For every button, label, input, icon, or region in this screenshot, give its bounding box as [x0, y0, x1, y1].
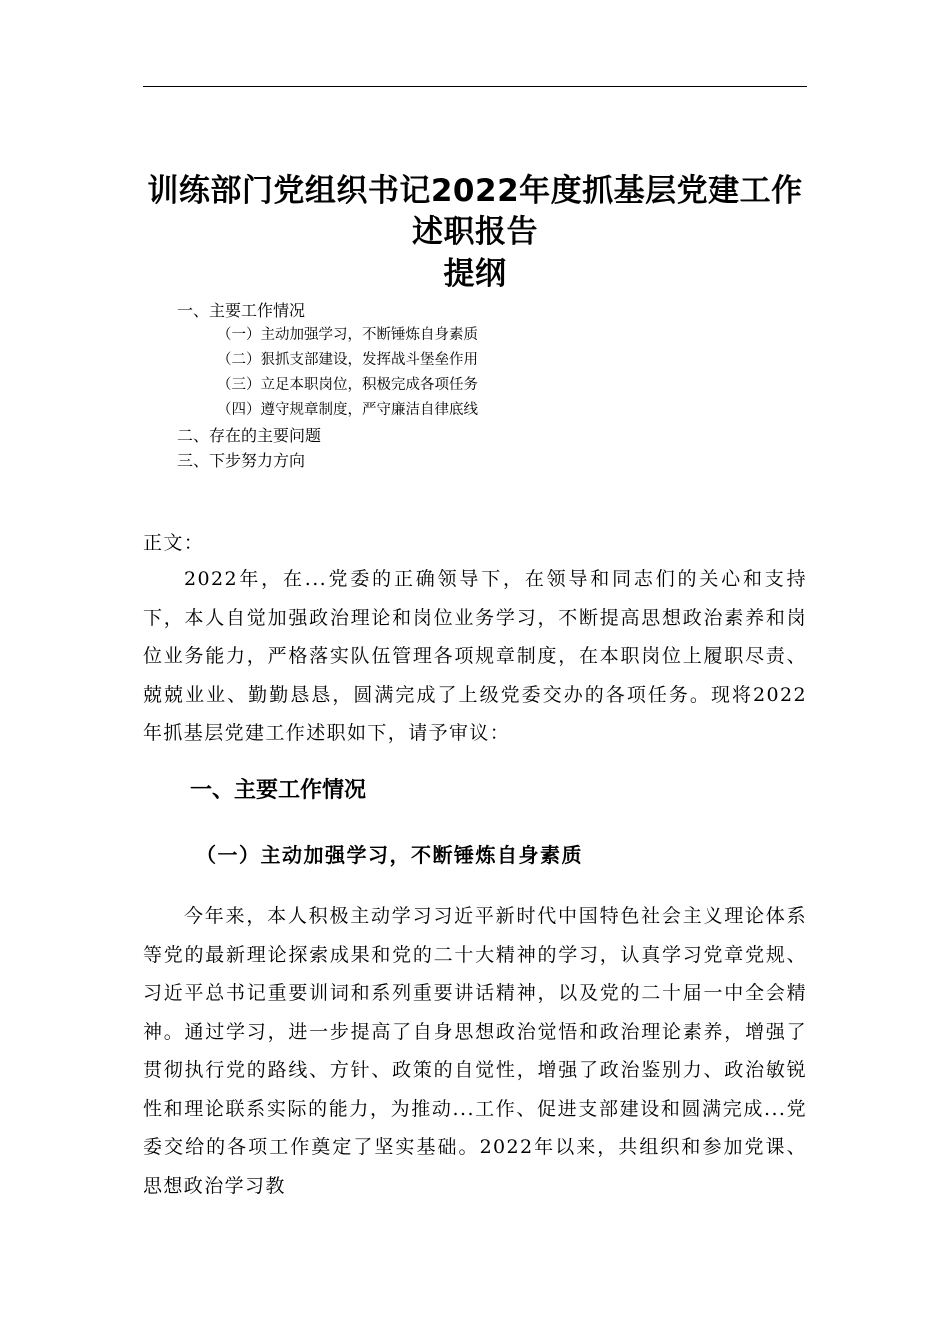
outline-item: 一、主要工作情况	[177, 301, 306, 320]
outline-item: 三、下步努力方向	[177, 451, 306, 470]
outline-item: （三）立足本职岗位，积极完成各项任务	[217, 377, 478, 393]
body-label: 正文：	[143, 532, 205, 554]
outline-item: （二）狠抓支部建设，发挥战斗堡垒作用	[217, 352, 478, 368]
document-title-line-2: 述职报告	[412, 214, 538, 250]
intro-paragraph: 2022年，在...党委的正确领导下，在领导和同志们的关心和支持下，本人自觉加强政治理论和岗位业务学习，不断提高思想政治素养和岗位业务能力，严格落实队伍管理各项规章制度，在本职岗位上履职尽责、兢兢业业、勤勤恳恳，圆满完成了上级党委交办的各项任务。现将2022年抓基层党建工作述职如下，请予审议：	[143, 568, 807, 744]
outline-list	[177, 298, 478, 473]
outline-item: 二、存在的主要问题	[177, 426, 322, 445]
subsection-heading: （一）主动加强学习，不断锤炼自身素质	[196, 843, 583, 867]
section-heading: 一、主要工作情况	[190, 778, 367, 803]
header-rule	[143, 86, 807, 87]
outline-item: （一）主动加强学习，不断锤炼自身素质	[217, 327, 478, 343]
document-title-line-3: 提纲	[443, 256, 507, 292]
document-title-line-1: 训练部门党组织书记2022年度抓基层党建工作	[147, 173, 803, 209]
subsection-paragraph: 今年来，本人积极主动学习习近平新时代中国特色社会主义理论体系等党的最新理论探索成果和党的二十大精神的学习，认真学习党章党规、习近平总书记重要训词和系列重要讲话精神，以及党的二十届一中全会精神。通过学习，进一步提高了自身思想政治觉悟和政治理论素养，增强了贯彻执行党的路线、方针、政策的自觉性，增强了政治鉴别力、政治敏锐性和理论联系实际的能力，为推动...工作、促进支部建设和圆满完成...党委交给的各项工作奠定了坚实基础。2022年以来，共组织和参加党课、思想政治学习教	[143, 905, 807, 1197]
outline-item: （四）遵守规章制度，严守廉洁自律底线	[217, 402, 478, 418]
